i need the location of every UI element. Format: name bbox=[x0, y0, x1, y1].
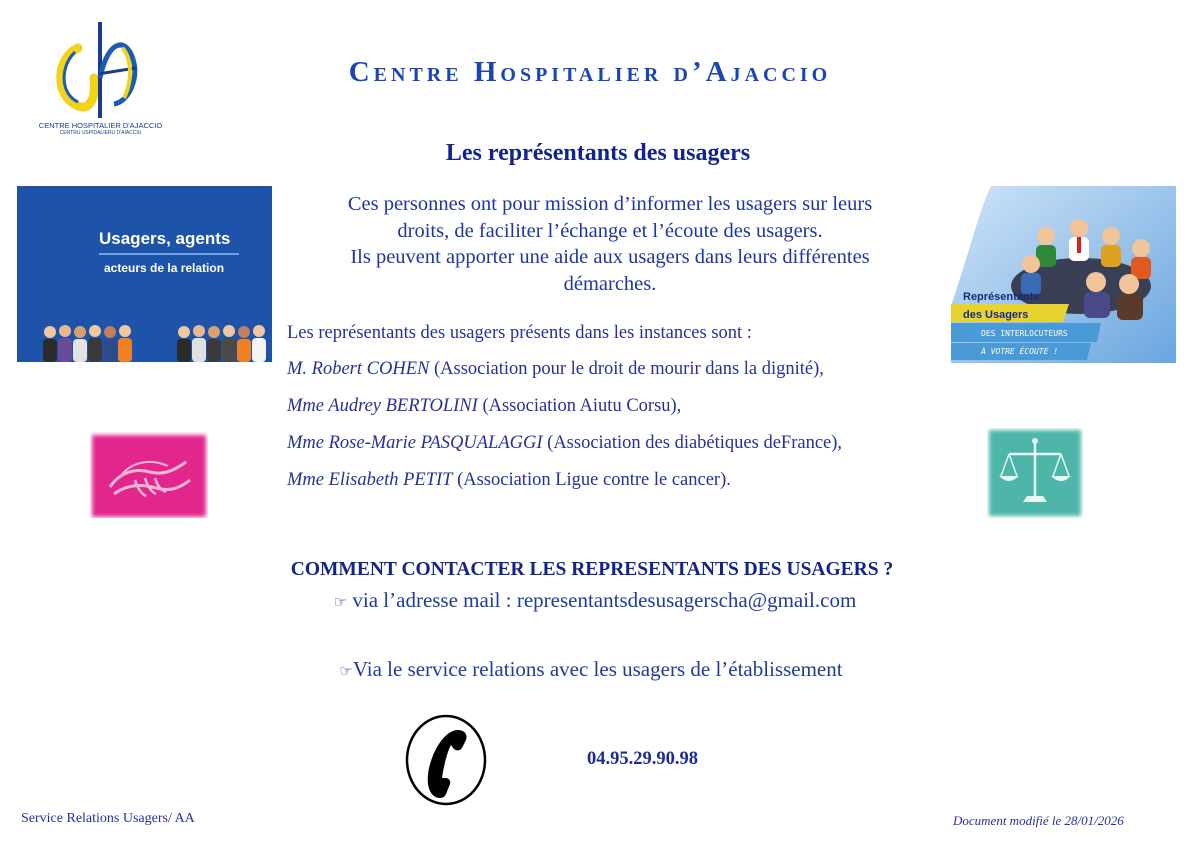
intro-line-2: droits, de faciliter l’échange et l’écoute des usagers. bbox=[397, 219, 823, 242]
people-silhouettes-icon bbox=[17, 322, 272, 362]
representatives-heading: Les représentants des usagers présents dans les instances sont : bbox=[287, 323, 752, 343]
list-item bbox=[287, 396, 681, 417]
intro-line-1: Ces personnes ont pour mission d’informer les usagers sur leurs bbox=[347, 193, 873, 215]
representatives-banner bbox=[951, 186, 1176, 363]
section-title: Les représentants des usagers bbox=[445, 140, 751, 166]
representative-name: Mme Audrey BERTOLINI bbox=[287, 396, 478, 416]
pointing-hand-icon: ☞ bbox=[333, 593, 348, 611]
banner-right-title-2: des Usagers bbox=[963, 309, 1029, 321]
intro-line-4: démarches. bbox=[563, 272, 657, 295]
representative-name: Mme Rose-Marie PASQUALAGGI bbox=[287, 433, 543, 453]
banner-right-title-1: Représentants bbox=[963, 291, 1040, 303]
justice-scale-icon bbox=[987, 428, 1083, 518]
representative-association: (Association Aiutu Corsu), bbox=[477, 396, 682, 416]
phone-number[interactable]: 04.95.29.90.98 bbox=[587, 749, 698, 769]
list-item bbox=[287, 470, 731, 491]
banner-right-ribbon-2: À VOTRE ÉCOUTE ! bbox=[981, 347, 1059, 356]
contact-service-text: Via le service relations avec les usagers de l’établissement bbox=[352, 657, 843, 681]
contact-heading: COMMENT CONTACTER LES REPRESENTANTS DES USAGERS ? bbox=[290, 559, 894, 580]
logo-name: CENTRE HOSPITALIER D'AJACCIO bbox=[38, 121, 163, 130]
representative-association: (Association des diabétiques deFrance), bbox=[542, 433, 843, 453]
handshake-icon bbox=[90, 432, 208, 518]
contact-mail-line bbox=[0, 588, 1190, 613]
pointing-hand-icon: ☞ bbox=[339, 662, 353, 680]
intro-paragraph bbox=[300, 191, 920, 297]
representative-name: Mme Elisabeth PETIT bbox=[287, 470, 453, 490]
banner-left-title: Usagers, agents bbox=[99, 229, 231, 248]
contact-service-line bbox=[0, 657, 1182, 682]
banner-underline bbox=[99, 253, 239, 257]
footer-service: Service Relations Usagers/ AA bbox=[21, 811, 195, 826]
hospital-title: Centre Hospitalier d’Ajaccio bbox=[348, 56, 832, 88]
representative-association: (Association Ligue contre le cancer). bbox=[452, 470, 731, 490]
phone-icon bbox=[404, 714, 490, 808]
logo-subtitle: CENTRU USPIDALIERU D'AIACCIU bbox=[59, 130, 142, 136]
list-item bbox=[287, 433, 842, 454]
representative-association: (Association pour le droit de mourir dans la dignité), bbox=[429, 359, 824, 379]
intro-line-3: Ils peuvent apporter une aide aux usagers dans leurs différentes bbox=[350, 246, 870, 268]
users-agents-banner bbox=[17, 186, 272, 362]
representatives-banner-illustration bbox=[951, 186, 1176, 363]
banner-right-ribbon-1: DES INTERLOCUTEURS bbox=[981, 329, 1068, 338]
list-item bbox=[287, 359, 824, 380]
footer-modified-date: Document modifié le 28/01/2026 bbox=[953, 813, 1124, 828]
contact-mail-text[interactable]: via l’adresse mail : representantsdesusagerscha@gmail.com bbox=[347, 588, 857, 612]
representative-name: M. Robert COHEN bbox=[287, 359, 430, 379]
banner-left-subtitle: acteurs de la relation bbox=[104, 261, 225, 275]
